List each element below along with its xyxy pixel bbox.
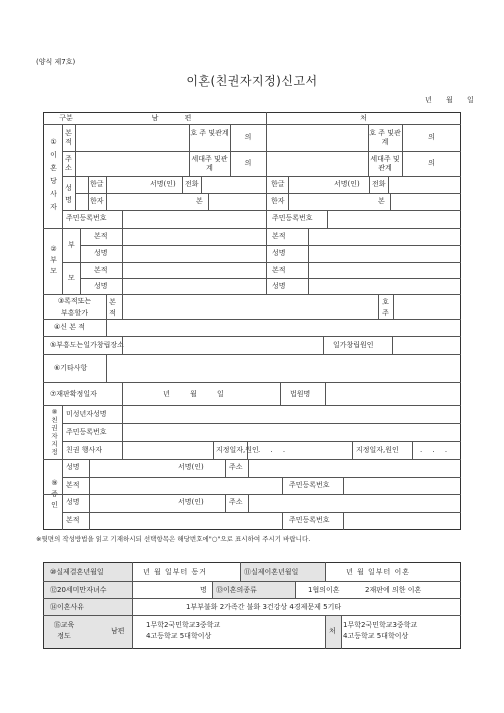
- page-title: 이혼(친권자지정)신고서: [186, 74, 318, 88]
- section7-court: 법원명: [290, 390, 311, 398]
- husband-sedaeju-ui: 의: [244, 159, 252, 167]
- header-gubun: 구분: [59, 114, 73, 122]
- witness1-rrn-label: 주민등록번호: [289, 481, 330, 489]
- father-bonjeok-w: 본적: [272, 232, 286, 240]
- witness2-rrn-label: 주민등록번호: [289, 516, 330, 524]
- wife-edu-line2: 4고등학교 5대학이상: [343, 632, 409, 640]
- date-line: 년 월 일: [425, 96, 480, 104]
- wife-hangeul-label: 한글: [271, 180, 285, 188]
- section3-bonjeok: 본적: [109, 298, 116, 317]
- husband-rrn-label: 주민등록번호: [66, 214, 107, 222]
- wife-bon-label: 본: [378, 197, 385, 205]
- stats-r2-label: ⑫20세미만자녀수: [50, 586, 107, 594]
- witness1-name-label: 성명: [66, 463, 80, 471]
- section8-holder: 친권 행사자: [66, 446, 103, 454]
- stats-r3-label: ⑭이혼사유: [50, 603, 85, 611]
- section8-dots2: . . .: [420, 446, 452, 454]
- wife-phone-label: 전화: [372, 180, 386, 188]
- stats-r3-opts: 1부부불화 2가족간 불화 3건강상 4경제문제 5기타: [186, 603, 342, 611]
- section3-label-b: 부흥할가: [60, 309, 89, 317]
- section7-date: 년 월 일: [163, 390, 233, 398]
- father-name-w: 성명: [272, 249, 286, 257]
- instruction-note: ※뒷면의 작성방법을 읽고 기재하시되 선택항목은 해당번호에"○"으로 표시하여 주시기 바랍니다.: [36, 535, 311, 543]
- husband-edu-line2: 4고등학교 5대학이상: [146, 632, 212, 640]
- witness2-bonjeok-label: 본적: [66, 516, 80, 524]
- husband-hangeul-label: 한글: [90, 180, 104, 188]
- stats-r4-husband: 남편: [111, 627, 125, 635]
- husband-edu-line1: 1무학2국민학교3중학교: [146, 621, 221, 629]
- witness2-juso-label: 주소: [229, 498, 243, 506]
- husband-hoju-ui: 의: [244, 133, 252, 141]
- stats-r2-label2: ⑬이혼의종류: [216, 586, 257, 594]
- witness1-juso-label: 주소: [229, 463, 243, 471]
- form-number: (양식 제7호): [36, 58, 76, 66]
- stats-r2-opt2: 2재판에 의한 이혼: [365, 586, 422, 594]
- husband-phone-label: 전화: [185, 180, 199, 188]
- section9-label: ⑨증인: [51, 479, 58, 509]
- wife-hanja-label: 한자: [271, 197, 285, 205]
- mother-bonjeok-h: 본적: [94, 266, 108, 274]
- section6-label: ⑥기타사항: [54, 364, 88, 372]
- father-name-h: 성명: [94, 249, 108, 257]
- stats-r4-wife: 처: [329, 627, 336, 635]
- mother-name-h: 성명: [94, 282, 108, 290]
- section2-label: ②부모: [50, 245, 57, 275]
- stats-r1-val: 년 월 일부터 동거: [143, 568, 208, 576]
- father-label: 부: [68, 241, 75, 249]
- wife-edu-line1: 1무학2국민학교3중학교: [343, 621, 418, 629]
- witness1-sign: 서명(인): [178, 463, 204, 471]
- section3-label-a: ③록적또는: [57, 297, 92, 305]
- section8-label: ⑧친권자지정: [51, 408, 58, 456]
- husband-bon-label: 본: [196, 197, 203, 205]
- section5-right: 일가창립원인: [333, 341, 374, 349]
- section5-left: ⑤부흥도는일가창립장소: [50, 341, 124, 349]
- wife-hoju-ui: 의: [428, 133, 435, 141]
- wife-rrn-label: 주민등록번호: [272, 214, 313, 222]
- section3-hoju: 호주: [382, 298, 389, 317]
- section8-rrn: 주민등록번호: [66, 428, 107, 436]
- stats-r1-val2: 년 월 일부터 이혼: [346, 568, 411, 576]
- witness2-name-label: 성명: [66, 498, 80, 506]
- section7-label: ⑦재판확정일자: [50, 390, 97, 398]
- header-husband: 남 편: [151, 114, 204, 122]
- stats-r1-label2: ⑪실제이혼년월일: [244, 568, 299, 576]
- wife-hoju-rel: 호 주 및관계: [369, 129, 401, 146]
- header-wife: 처: [360, 114, 367, 122]
- witness1-bonjeok-label: 본적: [66, 481, 80, 489]
- wife-sedaeju-ui: 의: [428, 159, 435, 167]
- mother-bonjeok-w: 본적: [272, 266, 286, 274]
- mother-name-w: 성명: [272, 282, 286, 290]
- stats-r2-val: 명: [200, 586, 207, 594]
- stats-r4-label-b: 정도: [57, 632, 71, 640]
- wife-sign-label: 서명(인): [334, 180, 360, 188]
- husband-bonjeok-label: 본적: [65, 129, 72, 146]
- husband-hoju-rel: 호 주 및관계: [190, 129, 229, 137]
- section4-label: ④신 본 적: [54, 323, 86, 331]
- mother-label: 모: [68, 274, 75, 282]
- section8-minor-name: 미성년자성명: [66, 410, 107, 418]
- husband-seongmyeong-label: 성명: [65, 184, 72, 204]
- husband-juso-label: 주소: [65, 155, 72, 172]
- stats-r1-label: ⑩실제결혼년월일: [50, 568, 104, 576]
- husband-sign-label: 서명(인): [150, 180, 176, 188]
- father-bonjeok-h: 본적: [94, 232, 108, 240]
- section8-dots1: . . .: [258, 446, 290, 454]
- wife-sedaeju-rel: 세대주 및관계: [370, 155, 400, 172]
- husband-hanja-label: 한자: [90, 197, 104, 205]
- section8-designate1: 지정일자,원인: [216, 446, 259, 454]
- stats-r2-opt1: 1협의이혼: [308, 586, 340, 594]
- husband-sedaeju-rel: 세대주 및관계: [191, 155, 228, 172]
- section1-label: ①이혼당사자: [50, 138, 57, 211]
- witness2-sign: 서명(인): [178, 498, 204, 506]
- section8-designate2: 지정일자,원인: [356, 446, 399, 454]
- stats-r4-label-a: ⑮교육: [53, 621, 75, 629]
